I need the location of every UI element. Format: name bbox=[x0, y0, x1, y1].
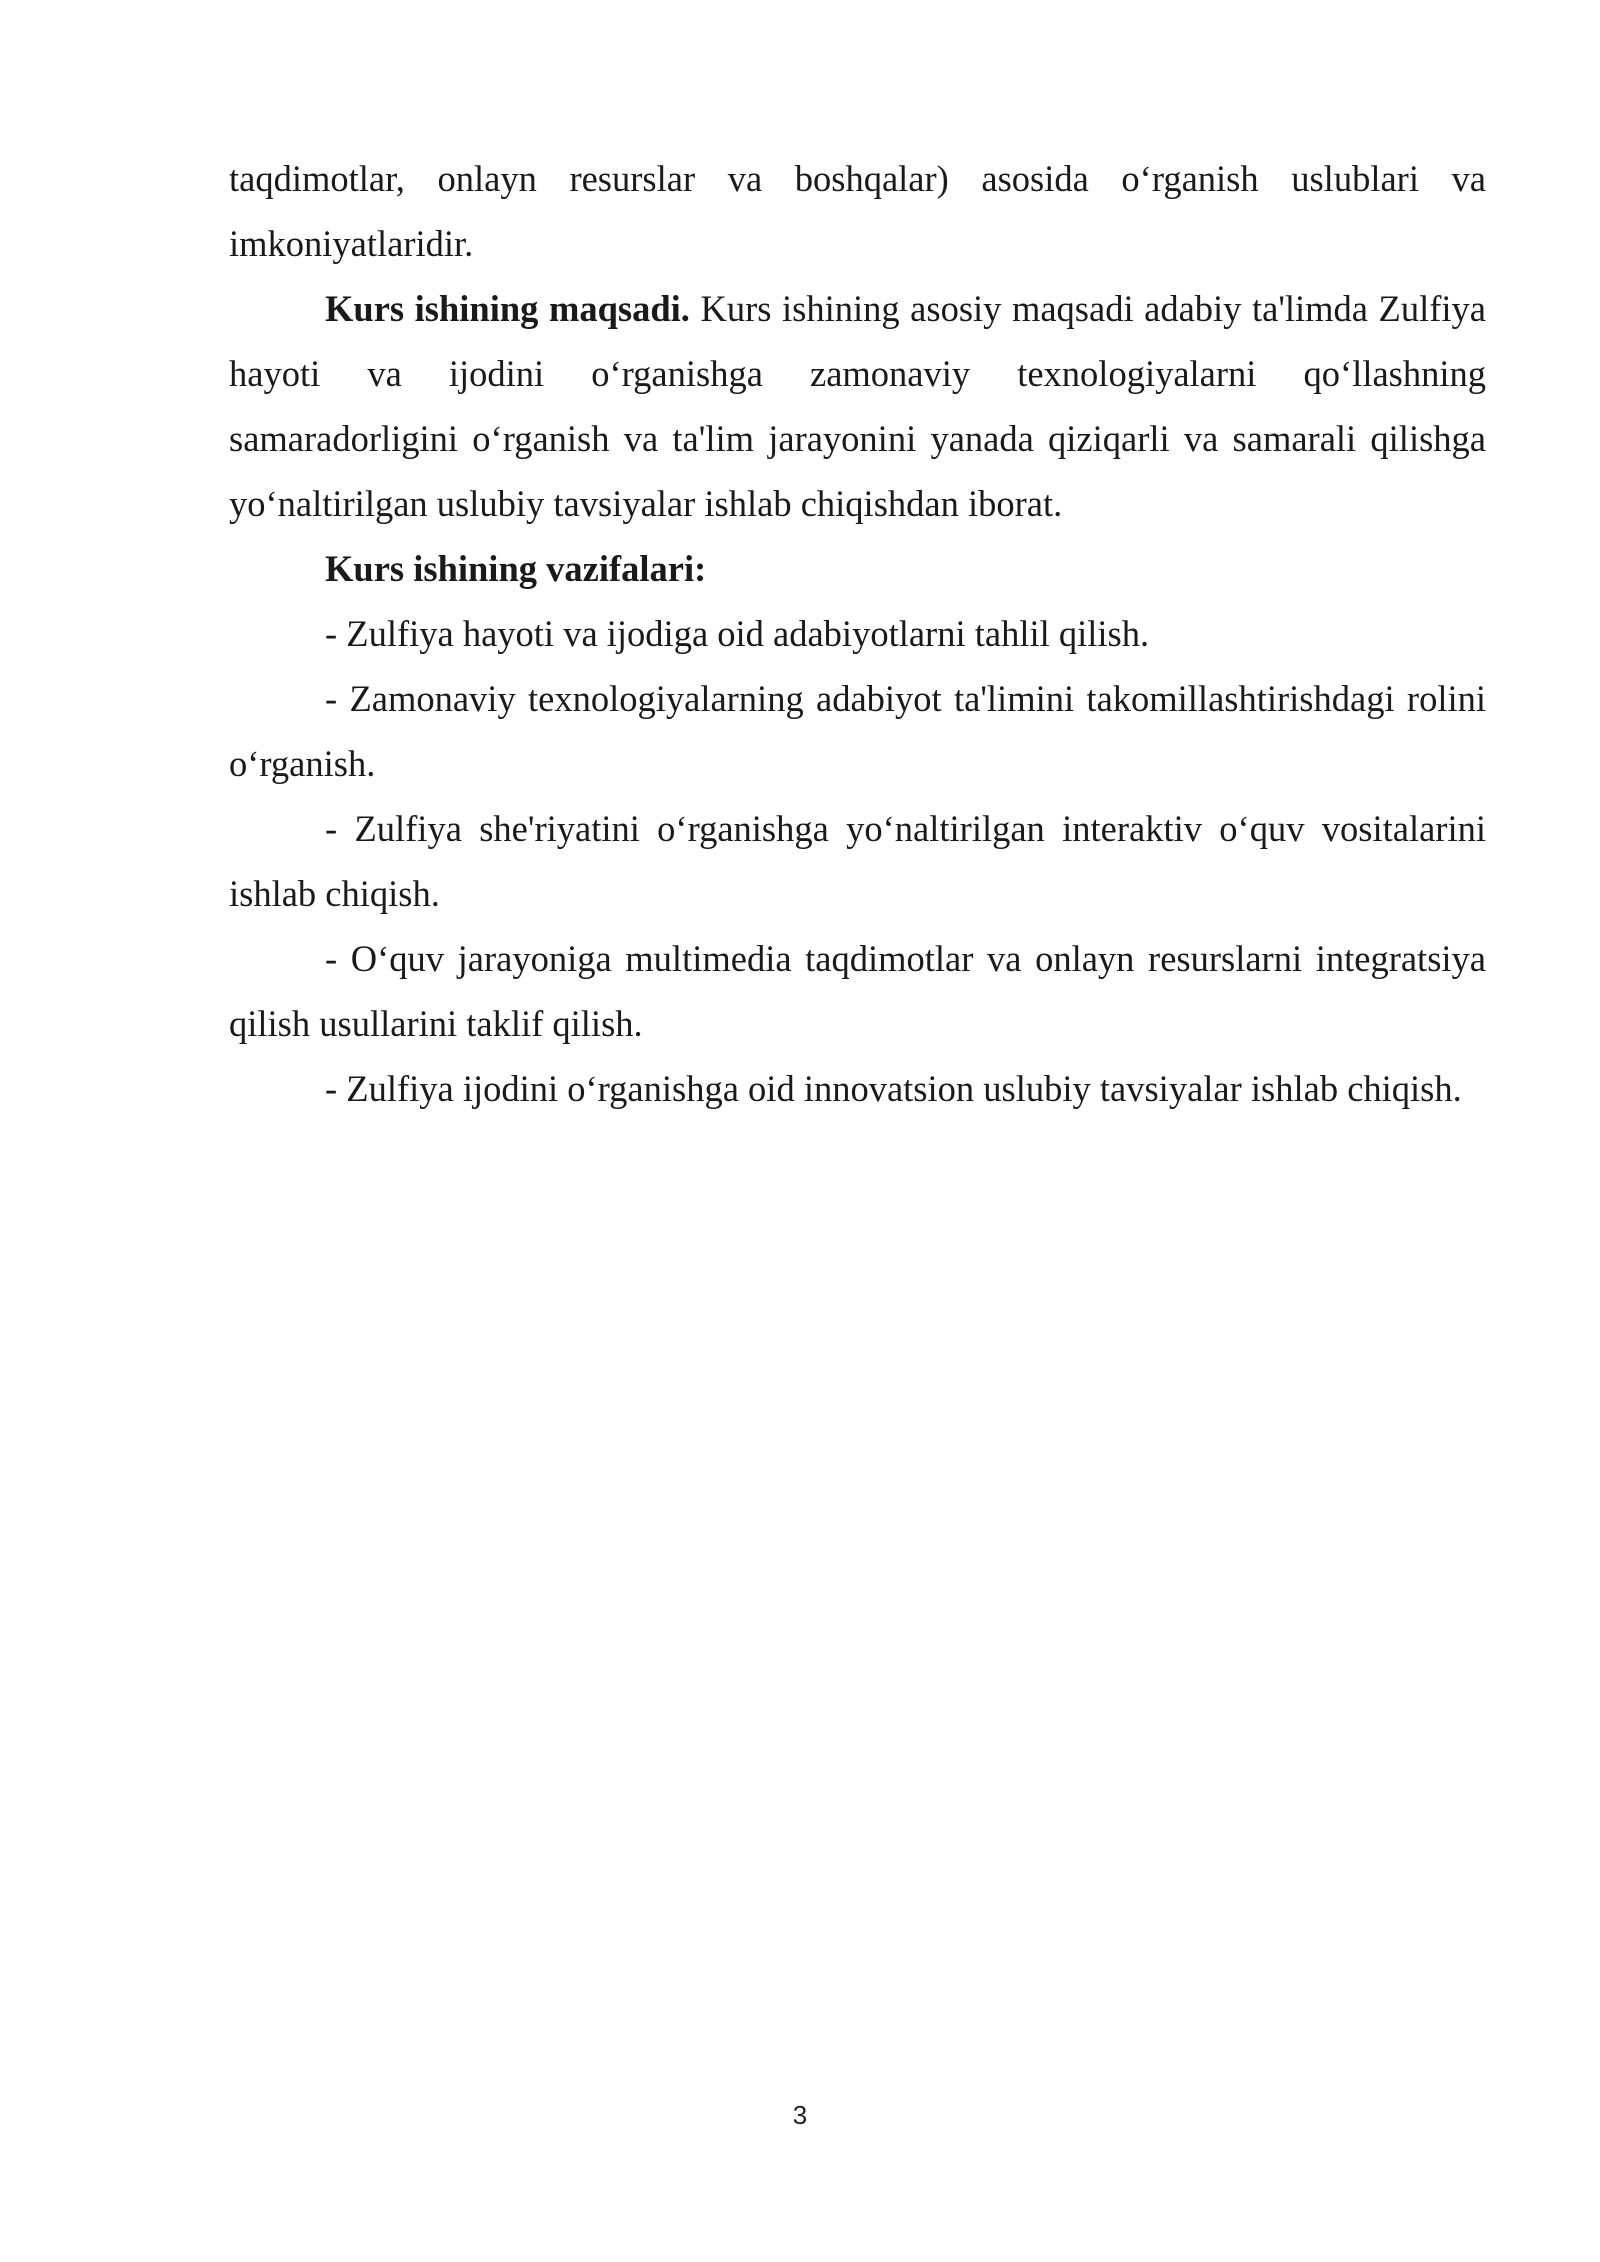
task-item: - Zulfiya ijodini o‘rganishga oid innovatsion uslubiy tavsiyalar ishlab chiqish. bbox=[325, 1068, 1462, 1109]
page-number: 3 bbox=[792, 2100, 808, 2130]
task-item: - Zamonaviy texnologiyalarning adabiyot ta'limini takomillashtirishdagi rolini o‘rganish. bbox=[229, 678, 1486, 784]
tasks-heading: Kurs ishining vazifalari: bbox=[325, 548, 707, 589]
goal-paragraph bbox=[229, 276, 1486, 536]
task-item: - O‘quv jarayoniga multimedia taqdimotlar va onlayn resurslarni integratsiya qilish usullarini taklif qilish. bbox=[229, 938, 1486, 1044]
task-item: - Zulfiya she'riyatini o‘rganishga yo‘naltirilgan interaktiv o‘quv vositalarini ishlab chiqish. bbox=[229, 808, 1486, 914]
task-item: - Zulfiya hayoti va ijodiga oid adabiyotlarni tahlil qilish. bbox=[325, 613, 1150, 654]
document-body bbox=[229, 146, 1486, 1121]
goal-text: Kurs ishining asosiy maqsadi adabiy ta'limda Zulfiya hayoti va ijodini o‘rganishga zamonaviy texnologiyalarni qo‘llashning samaradorligini o‘rganish va ta'lim jarayonini yanada qiziqarli va samarali qilishga yo‘naltirilgan uslubiy tavsiyalar ishlab chiqishdan iborat. bbox=[229, 288, 1486, 524]
continuation-paragraph: taqdimotlar, onlayn resurslar va boshqalar) asosida o‘rganish uslublari va imkoniyatlaridir. bbox=[229, 158, 1486, 264]
goal-heading: Kurs ishining maqsadi. bbox=[325, 288, 690, 329]
